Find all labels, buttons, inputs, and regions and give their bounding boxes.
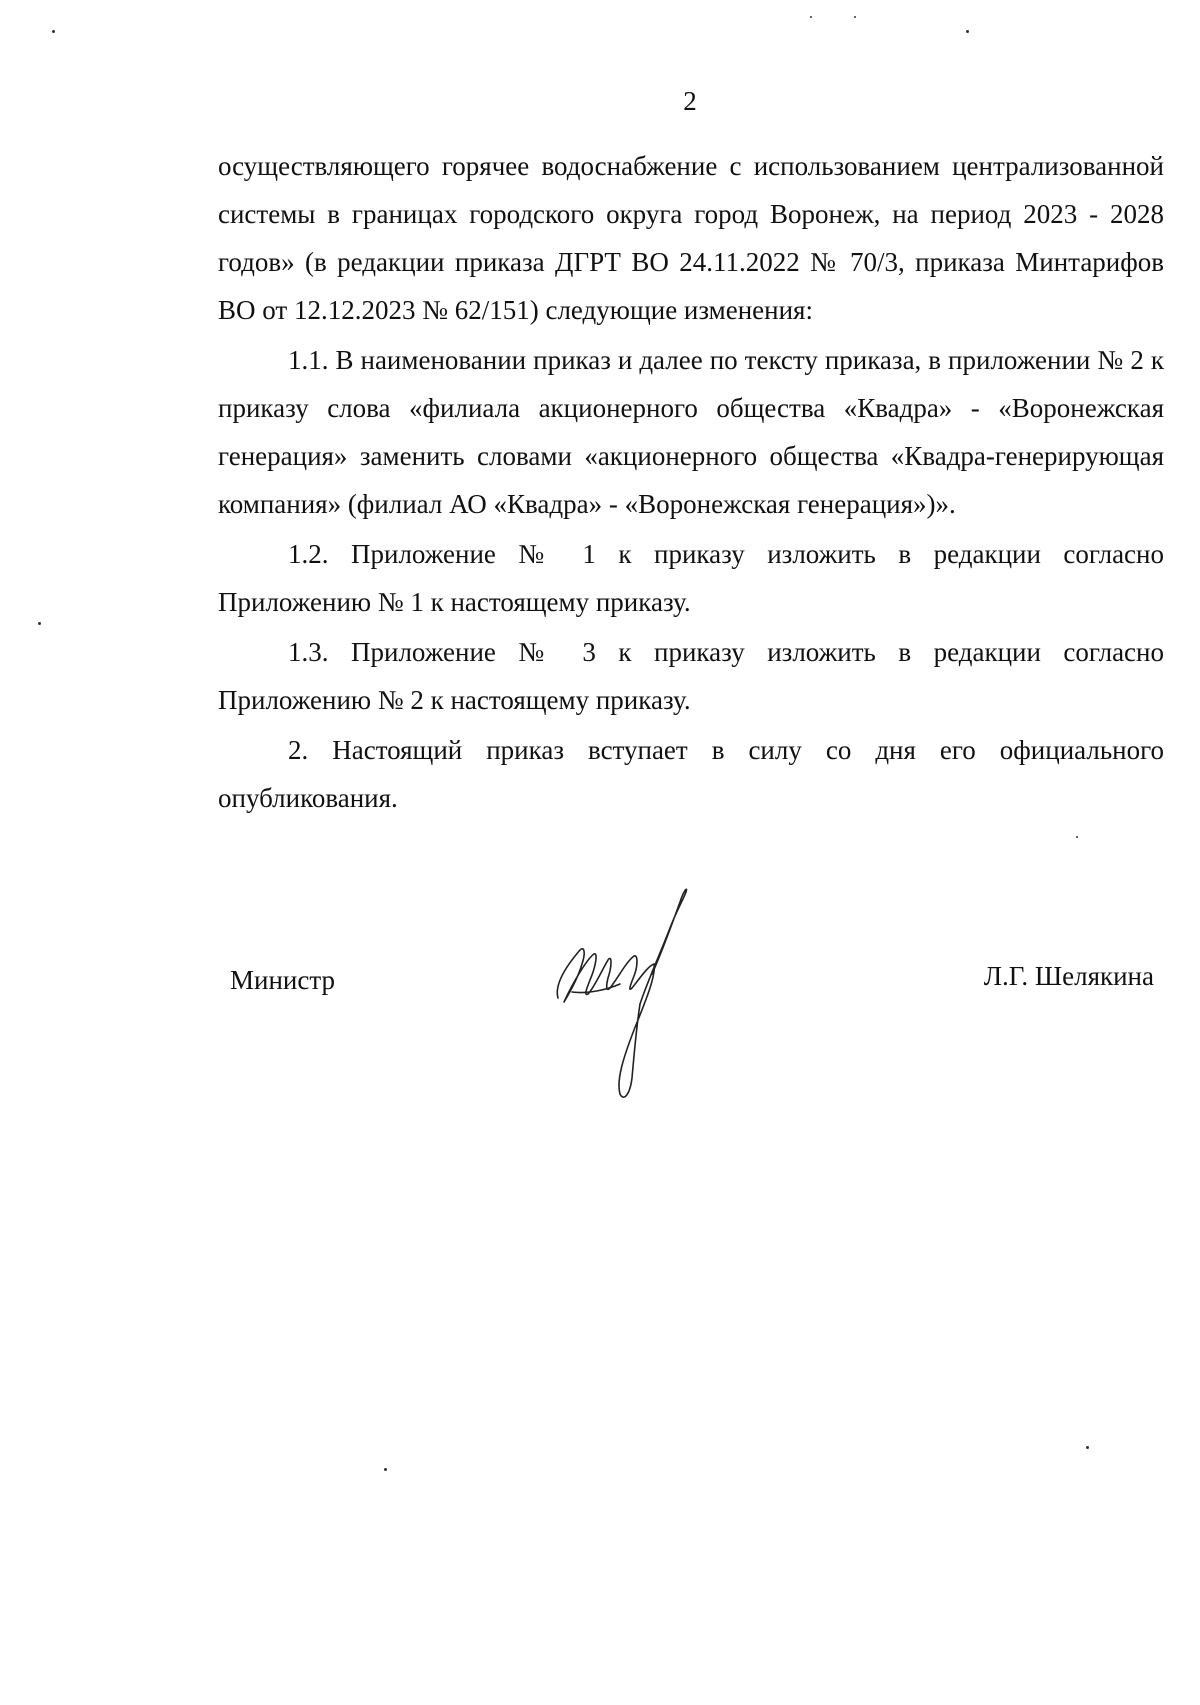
document-body bbox=[218, 142, 1164, 822]
scan-speck bbox=[810, 16, 812, 18]
signer-name: Л.Г. Шелякина bbox=[983, 961, 1154, 991]
signer-position: Министр bbox=[230, 965, 335, 995]
scan-speck bbox=[1086, 1446, 1089, 1449]
scan-speck bbox=[52, 30, 55, 33]
paragraph-1-2: 1.2. Приложение № 1 к приказу изложить в редакции согласно Приложению № 1 к настоящему приказу. bbox=[218, 539, 1164, 617]
scan-speck bbox=[38, 622, 41, 625]
paragraph-continuation: осуществляющего горячее водоснабжение с использованием централизованной системы в границах городского округа город Воронеж, на период 2023 - 2028 годов» (в редакции приказа ДГРТ ВО 24.11.2022 № 70/3, приказа Минтарифов ВО от 12.12.2023 № 62/151) следующие изменения: bbox=[218, 151, 1164, 325]
scan-speck bbox=[854, 16, 856, 18]
page-number: 2 bbox=[683, 86, 697, 116]
scan-speck bbox=[384, 1468, 387, 1471]
paragraph-1-3: 1.3. Приложение № 3 к приказу изложить в редакции согласно Приложению № 2 к настоящему приказу. bbox=[218, 637, 1164, 715]
paragraph-2: 2. Настоящий приказ вступает в силу со дня его официального опубликования. bbox=[218, 735, 1164, 813]
handwritten-signature bbox=[548, 880, 708, 1110]
scan-speck bbox=[966, 30, 969, 33]
paragraph-1-1: 1.1. В наименовании приказ и далее по тексту приказа, в приложении № 2 к приказу слова «филиала акционерного общества «Квадра» - «Воронежская генерация» заменить словами «акционерного общества «Квадра-генерирующая компания» (филиал АО «Квадра» - «Воронежская генерация»)». bbox=[218, 345, 1164, 519]
scan-speck bbox=[1076, 836, 1078, 838]
